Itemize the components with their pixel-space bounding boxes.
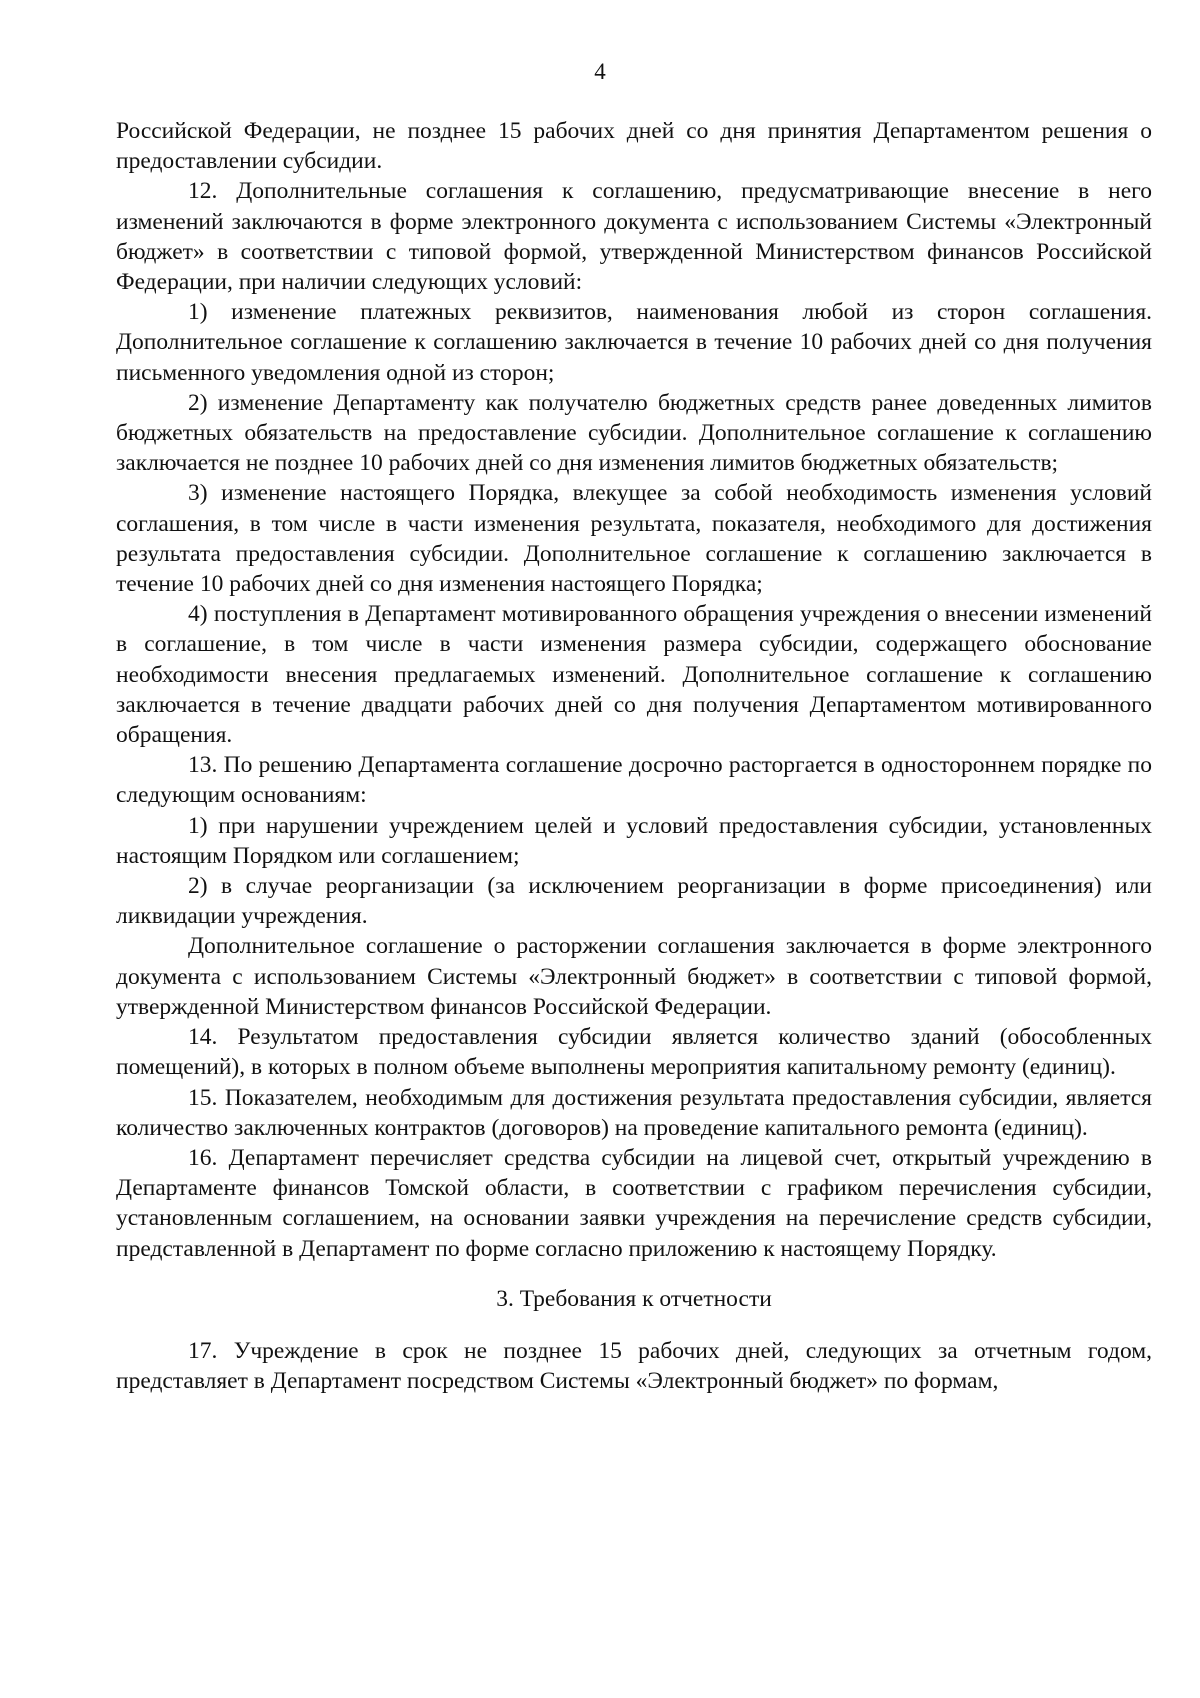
- paragraph-12: 12. Дополнительные соглашения к соглашению, предусматривающие внесение в него изменений заключаются в форме электронного документа с использованием Системы «Электронный бюджет» в соответствии с типовой формой, утвержденной Министерством финансов Российской Федерации, при наличии следующих условий:: [116, 178, 1152, 296]
- paragraph-12-item-3: 3) изменение настоящего Порядка, влекущее за собой необходимость изменения условий соглашения, в том числе в части изменения результата, показателя, необходимого для достижения результата предоставления субсидии. Дополнительное соглашение к соглашению заключается в течение 10 рабочих дней со дня изменения настоящего Порядка;: [116, 480, 1152, 598]
- paragraph-continuation: Российской Федерации, не позднее 15 рабочих дней со дня принятия Департаментом решения о предоставлении субсидии.: [116, 118, 1152, 175]
- paragraph-17: 17. Учреждение в срок не позднее 15 рабочих дней, следующих за отчетным годом, представляет в Департамент посредством Системы «Электронный бюджет» по формам,: [116, 1337, 1152, 1395]
- paragraph-12-item-4: 4) поступления в Департамент мотивированного обращения учреждения о внесении изменений в соглашение, в том числе в части изменения размера субсидии, содержащего обоснование необходимости внесения предлагаемых изменений. Дополнительное соглашение к соглашению заключается в течение двадцати рабочих дней со дня получения Департаментом мотивированного обращения.: [116, 601, 1152, 749]
- paragraph-13-note: Дополнительное соглашение о расторжении соглашения заключается в форме электронного документа с использованием Системы «Электронный бюджет» в соответствии с типовой формой, утвержденной Министерством финансов Российской Федерации.: [116, 933, 1152, 1020]
- paragraph-13: 13. По решению Департамента соглашение досрочно расторгается в одностороннем порядке по следующим основаниям:: [116, 752, 1152, 809]
- section-heading: 3. Требования к отчетности: [496, 1285, 772, 1312]
- document-body: [116, 116, 1152, 1396]
- paragraph-12-item-1: 1) изменение платежных реквизитов, наименования любой из сторон соглашения. Дополнительное соглашение к соглашению заключается в течение 10 рабочих дней со дня получения письменного уведомления одной из сторон;: [116, 299, 1152, 386]
- paragraph-13-item-2: 2) в случае реорганизации (за исключением реорганизации в форме присоединения) или ликвидации учреждения.: [116, 873, 1152, 930]
- page-number: 4: [594, 59, 606, 84]
- paragraph-14: 14. Результатом предоставления субсидии является количество зданий (обособленных помещений), в которых в полном объеме выполнены мероприятия капитальному ремонту (единиц).: [116, 1024, 1152, 1081]
- paragraph-12-item-2: 2) изменение Департаменту как получателю бюджетных средств ранее доведенных лимитов бюджетных обязательств на предоставление субсидии. Дополнительное соглашение к соглашению заключается не позднее 10 рабочих дней со дня изменения лимитов бюджетных обязательств;: [116, 389, 1152, 477]
- paragraph-16: 16. Департамент перечисляет средства субсидии на лицевой счет, открытый учреждению в Департаменте финансов Томской области, в соответствии с графиком перечисления субсидии, установленным соглашением, на основании заявки учреждения на перечисление средств субсидии, представленной в Департамент по форме согласно приложению к настоящему Порядку.: [116, 1144, 1152, 1262]
- paragraph-15: 15. Показателем, необходимым для достижения результата предоставления субсидии, является количество заключенных контрактов (договоров) на проведение капитального ремонта (единиц).: [116, 1084, 1152, 1141]
- paragraph-13-item-1: 1) при нарушении учреждением целей и условий предоставления субсидии, установленных настоящим Порядком или соглашением;: [116, 812, 1152, 869]
